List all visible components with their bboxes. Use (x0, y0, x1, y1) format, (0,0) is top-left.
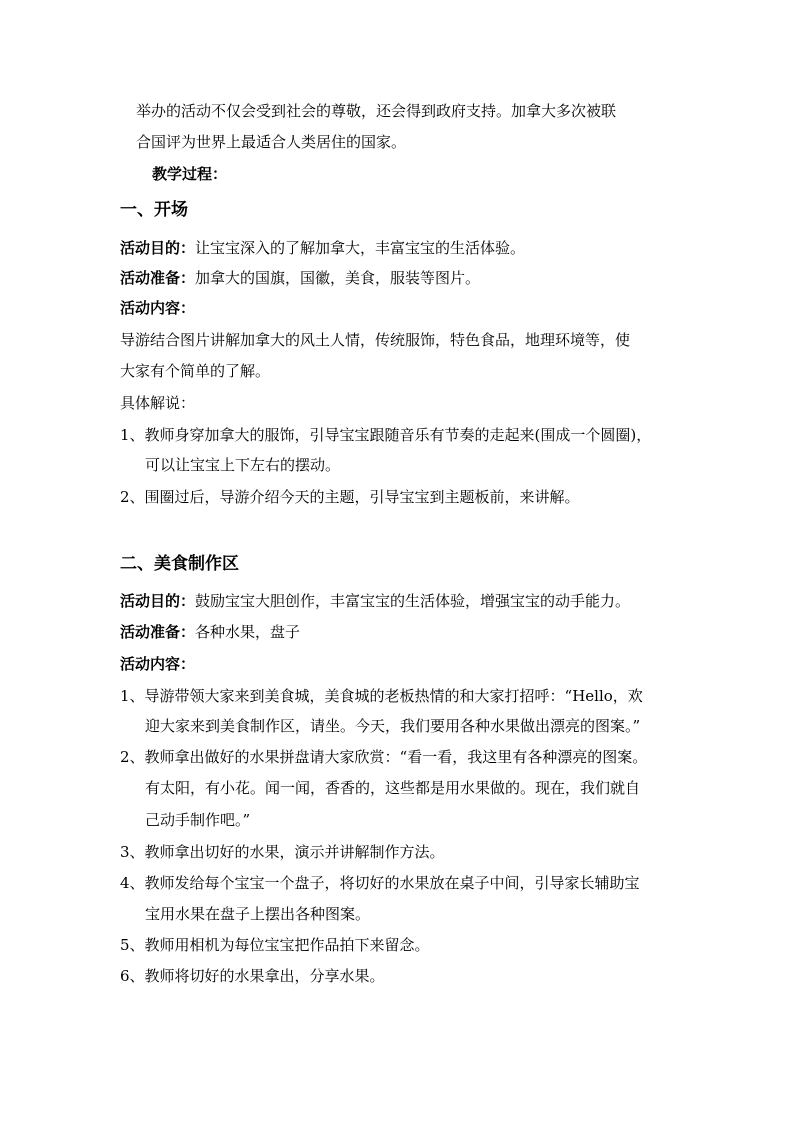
step-text: 教师发给每个宝宝一个盘子，将切好的水果放在桌子中间，引导家长辅助宝 (144, 874, 640, 892)
intro-line-1: 举办的活动不仅会受到社会的尊敬，还会得到政府支持。加拿大多次被联 (136, 102, 617, 120)
section-2-step-2-line-2: 有太阳，有小花。闻一闻，香香的，这些都是用水果做的。现在，我们就自 (145, 779, 641, 797)
step-number: 2、 (120, 488, 145, 506)
section-1-title: 一、开场 (120, 200, 188, 220)
step-text: 教师将切好的水果拿出，分享水果。 (144, 967, 385, 985)
step-number: 1、 (120, 687, 145, 705)
section-1-content-label: 活动内容： (120, 299, 196, 317)
section-2-title: 二、美食制作区 (120, 554, 239, 574)
step-text: 导游带领大家来到美食城，美食城的老板热情的和大家打招呼：“Hello，欢 (144, 687, 643, 705)
step-number: 2、 (120, 748, 145, 766)
section-2-step-6 (120, 966, 385, 986)
step-text: 教师拿出切好的水果，演示并讲解制作方法。 (144, 843, 445, 861)
section-1-step-1-line-2: 可以让宝宝上下左右的摆动。 (145, 456, 341, 474)
step-number: 4、 (120, 874, 145, 892)
section-1-goal-label: 活动目的： (120, 239, 196, 257)
section-2-goal-label: 活动目的： (120, 592, 196, 610)
section-1-goal (120, 238, 525, 258)
step-text: 教师用相机为每位宝宝把作品拍下来留念。 (144, 936, 430, 954)
step-text: 教师身穿加拿大的服饰，引导宝宝跟随音乐有节奏的走起来(围成一个圆圈)， (144, 426, 652, 444)
section-2-step-2-line-3: 己动手制作吧。” (145, 811, 251, 829)
step-text: 教师拿出做好的水果拼盘请大家欣赏：“看一看，我这里有各种漂亮的图案。 (144, 748, 648, 766)
section-1-detail-label: 具体解说： (120, 394, 196, 412)
section-2-step-4-line-2: 宝用水果在盘子上摆出各种图案。 (145, 905, 371, 923)
section-2-prep-text: 各种水果，盘子 (195, 623, 301, 641)
step-number: 3、 (120, 843, 145, 861)
section-2-goal-text: 鼓励宝宝大胆创作，丰富宝宝的生活体验，增强宝宝的动手能力。 (195, 592, 631, 610)
section-2-prep (120, 622, 300, 642)
section-1-goal-text: 让宝宝深入的了解加拿大，丰富宝宝的生活体验。 (195, 239, 526, 257)
section-2-content-label: 活动内容： (120, 655, 196, 673)
intro-line-2: 合国评为世界上最适合人类居住的国家。 (136, 133, 407, 151)
section-2-step-1-line-2: 迎大家来到美食制作区，请坐。今天，我们要用各种水果做出漂亮的图案。” (145, 717, 641, 735)
section-2-step-5 (120, 935, 430, 955)
step-number: 6、 (120, 967, 145, 985)
section-1-prep-label: 活动准备： (120, 269, 196, 287)
section-2-step-2 (120, 747, 647, 767)
section-2-step-4 (120, 873, 640, 893)
section-2-step-3 (120, 842, 445, 862)
section-1-prep-text: 加拿大的国旗，国徽，美食，服装等图片。 (195, 269, 481, 287)
section-1-step-1 (120, 425, 651, 445)
section-2-prep-label: 活动准备： (120, 623, 196, 641)
section-1-step-2 (120, 487, 580, 507)
step-number: 5、 (120, 936, 145, 954)
section-1-content-line-1: 导游结合图片讲解加拿大的风土人情，传统服饰，特色食品，地理环境等，使 (120, 331, 631, 349)
step-number: 1、 (120, 426, 145, 444)
section-2-step-1 (120, 686, 643, 706)
step-text: 围圈过后，导游介绍今天的主题，引导宝宝到主题板前，来讲解。 (144, 488, 580, 506)
teaching-process-title: 教学过程： (152, 165, 228, 183)
section-1-prep (120, 268, 480, 288)
section-2-goal (120, 591, 630, 611)
section-1-content-line-2: 大家有个简单的了解。 (120, 362, 271, 380)
